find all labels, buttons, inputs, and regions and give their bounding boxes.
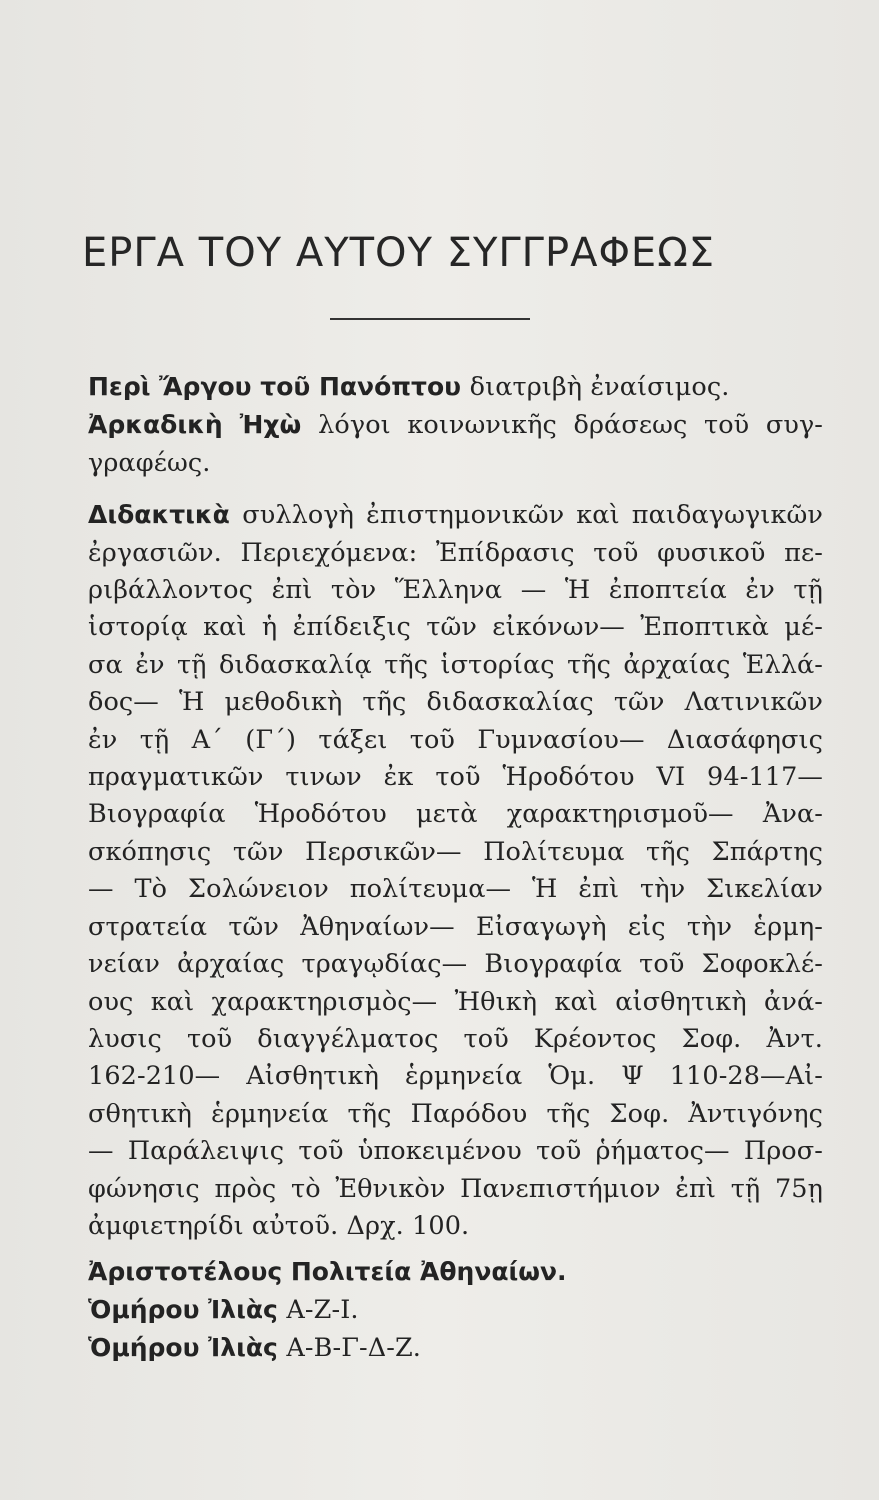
contents-line: ους καὶ χαρακτηρισμὸς— Ἠθικὴ καὶ αἰσθητικὴ ἀνά- <box>88 986 823 1017</box>
entry-arkadiki-ixo <box>88 406 823 482</box>
contents-line: ριβάλλοντος ἐπὶ τὸν Ἕλληνα — Ἡ ἐποπτεία ἐν τῇ <box>88 575 823 606</box>
page-title: ΕΡΓΑ ΤΟΥ ΑΥΤΟΥ ΣΥΓΓΡΑΦΕΩΣ <box>82 230 716 276</box>
entry-argos <box>88 368 823 406</box>
entry-title: Περὶ Ἄργου τοῦ Πανόπτου <box>88 372 462 401</box>
works-list <box>88 368 823 1367</box>
entry-iliad-2 <box>88 1329 823 1367</box>
entry-didaktika <box>88 496 823 1245</box>
contents-line: νείαν ἀρχαίας τραγῳδίας— Βιογραφία τοῦ Σοφοκλέ- <box>88 949 823 980</box>
entry-books: Α-Β-Γ-Δ-Ζ. <box>286 1333 421 1364</box>
entry-line <box>88 406 823 444</box>
entry-description: λόγοι κοινωνικῆς δράσεως τοῦ συγ- <box>318 410 823 441</box>
entry-description: διατριβὴ ἐναίσιμος. <box>469 372 730 402</box>
entry-title: Ἀριστοτέλους Πολιτεία Ἀθηναίων. <box>88 1257 567 1287</box>
contents-line-last: ἀμφιετηρίδι αὐτοῦ. Δρχ. 100. <box>88 1210 470 1241</box>
entry-line: Διδακτικὰ συλλογὴ ἐπιστημονικῶν καὶ παιδαγωγικῶν <box>88 500 823 531</box>
entry-title: Ὁμήρου Ἰλιὰς <box>88 1295 278 1325</box>
entry-title: Ὁμήρου Ἰλιὰς <box>88 1333 278 1363</box>
contents-line: φώνησις πρὸς τὸ Ἐθνικὸν Πανεπιστήμιον ἐπὶ τῇ 75ῃ <box>88 1173 823 1204</box>
contents-line: σα ἐν τῇ διδασκαλίᾳ τῆς ἱστορίας τῆς ἀρχαίας Ἑλλά- <box>88 649 823 680</box>
contents-line: δος— Ἡ μεθοδικὴ τῆς διδασκαλίας τῶν Λατινικῶν <box>88 687 823 718</box>
contents-line: λυσις τοῦ διαγγέλματος τοῦ Κρέοντος Σοφ. Ἀντ. <box>88 1023 823 1054</box>
contents-line: σκόπησις τῶν Περσικῶν— Πολίτευμα τῆς Σπάρτης <box>88 836 823 867</box>
contents-line: ἱστορίᾳ καὶ ἡ ἐπίδειξις τῶν εἰκόνων— Ἐποπτικὰ μέ- <box>88 612 823 643</box>
contents-line: Βιογραφία Ἡροδότου μετὰ χαρακτηρισμοῦ— Ἀνα- <box>88 799 823 830</box>
entry-description-cont: γραφέως. <box>88 447 211 478</box>
contents-line: πραγματικῶν τινων ἐκ τοῦ Ἡροδότου VI 94-117— <box>88 762 823 793</box>
contents-line: 162-210— Αἰσθητικὴ ἑρμηνεία Ὁμ. Ψ 110-28—Αἰ- <box>88 1061 823 1092</box>
contents-line: στρατεία τῶν Ἀθηναίων— Εἰσαγωγὴ εἰς τὴν ἑρμη- <box>88 911 823 942</box>
entry-books: Α-Ζ-Ι. <box>286 1295 359 1326</box>
contents-line: ἐν τῇ Α΄ (Γ΄) τάξει τοῦ Γυμνασίου— Διασάφησις <box>88 724 823 755</box>
entry-athenaion-politeia <box>88 1253 823 1291</box>
contents-line: — Παράλειψις τοῦ ὑποκειμένου τοῦ ῥήματος— Προσ- <box>88 1136 823 1167</box>
contents-line: σθητικὴ ἑρμηνεία τῆς Παρόδου τῆς Σοφ. Ἀντιγόνης <box>88 1098 823 1129</box>
contents-line: — Τὸ Σολώνειον πολίτευμα— Ἡ ἐπὶ τὴν Σικελίαν <box>88 874 823 905</box>
entry-title: Διδακτικὰ <box>88 500 230 530</box>
title-divider <box>330 318 530 320</box>
entry-title: Ἀρκαδικὴ Ἠχὼ <box>88 410 302 440</box>
contents-line: ἐργασιῶν. Περιεχόμενα: Ἐπίδρασις τοῦ φυσικοῦ πε- <box>88 537 823 568</box>
entry-iliad-1 <box>88 1291 823 1329</box>
other-works <box>88 1253 823 1367</box>
